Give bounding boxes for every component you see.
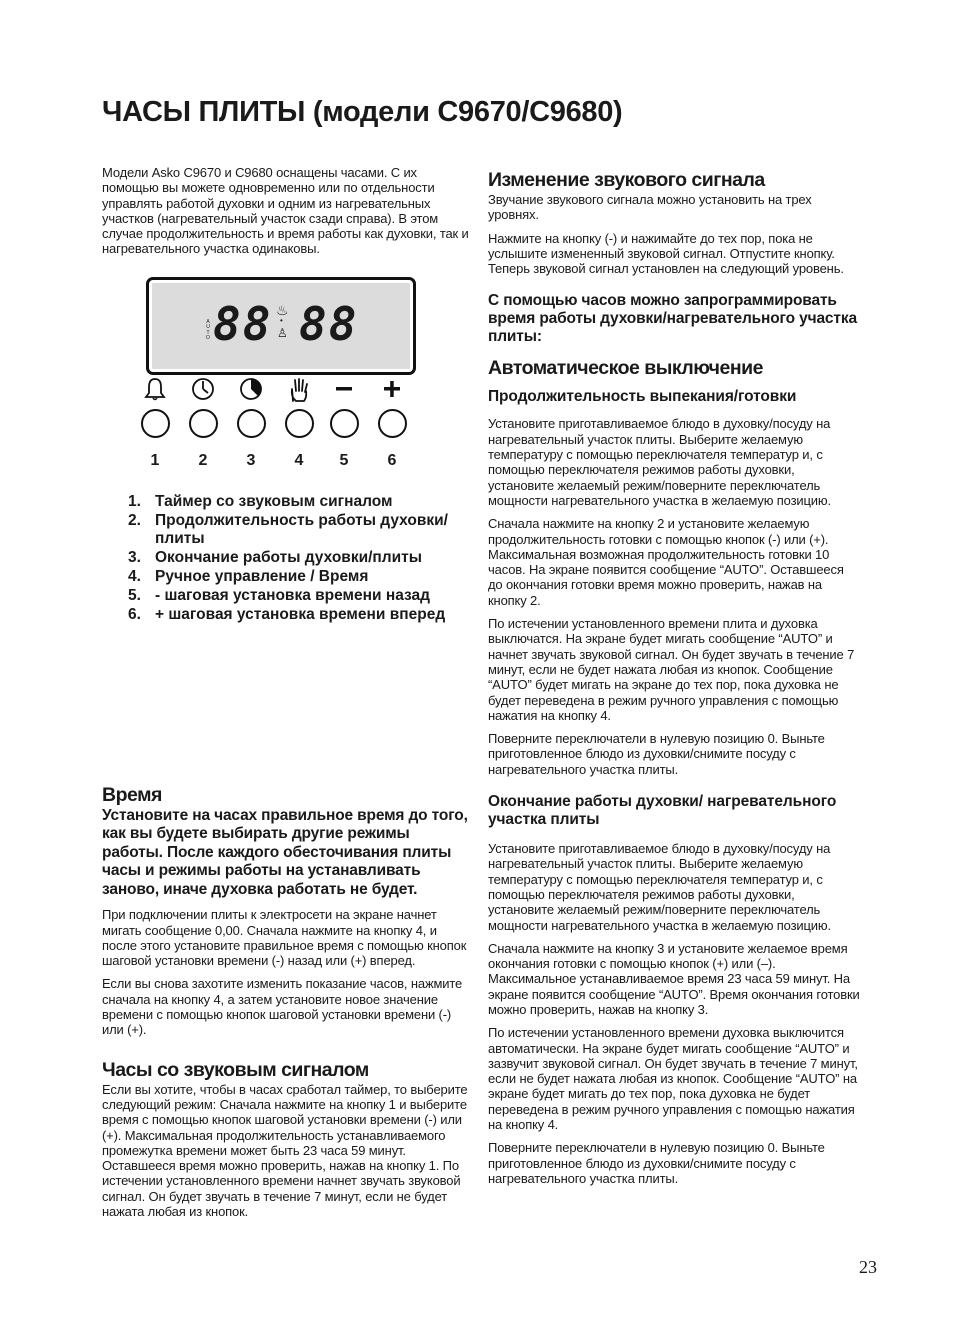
button-legend (128, 493, 478, 625)
duration-heading: Продолжительность выпекания/готовки (488, 388, 797, 406)
button-4-number: 4 (294, 451, 304, 469)
end-text-1: Установите приготавливаемое блюдо в духовку/посуду на нагревательный участок плиты. Выберите желаемую температуру с помощью переключателя температур и, с помощью переключателя режимов работы духовки, установите желаемый режим/поверните переключатель мощности нагревательного участка в желаемую позицию. (488, 841, 831, 933)
button-5-number: 5 (339, 451, 349, 469)
button-3-circle[interactable] (237, 409, 266, 438)
button-4-circle[interactable] (285, 409, 314, 438)
display-hours: 88 (213, 296, 273, 351)
auto-indicator: AUTO (206, 318, 210, 342)
button-5-circle[interactable] (330, 409, 359, 438)
end-text-3: По истечении установленного времени духовка выключится автоматически. На экране будет мигать сообщение “AUTO” и зазвучит звуковой сигнал. Он будет звучать в течение 7 минут, если не будет нажата любая из кнопок. Сообщение “AUTO” на экране будет мигать до тех пор, пока духовка не будет переведена в режим ручного управления с помощью нажатия на кнопку 4. (488, 1025, 858, 1133)
button-3[interactable] (227, 377, 275, 470)
intro-text: Модели Asko C9670 и C9680 оснащены часами. С их помощью вы можете одновременно или по отдельности управлять работой духовки и одним из нагревательных участков (нагревательный участок сзади справа). В этом случае продолжительность и время работы как духовки, так и нагревательного участка одинаковы. (102, 165, 469, 257)
time-section (102, 783, 474, 1038)
display-minutes: 88 (299, 296, 359, 351)
button-2[interactable] (179, 377, 227, 470)
button-2-circle[interactable] (189, 409, 218, 438)
oven-heat-icon: ♨ (276, 301, 289, 318)
button-1-circle[interactable] (141, 409, 170, 438)
legend-item: 5. - шаговая установка времени назад (128, 586, 430, 604)
legend-item: 1. Таймер со звуковым сигналом (128, 492, 393, 510)
duration-text-1: Установите приготавливаемое блюдо в духовку/посуду на нагревательный участок плиты. Выберите желаемую температуру с помощью переключателя температур и, с помощью переключателя режимов работы духовки, установите желаемый режим/поверните переключатель мощности нагревательного участка в желаемую позицию. (488, 416, 831, 508)
clock-control-panel (128, 277, 466, 623)
hand-icon (275, 377, 323, 403)
auto-off-heading: Автоматическое выключение (488, 357, 763, 380)
button-4[interactable] (275, 377, 323, 470)
time-text-1: При подключении плиты к электросети на экране начнет мигать сообщение 0,00. Сначала нажмите на кнопку 4, и после этого установите правильное время с помощью кнопок шаговой установки времени (-) назад или (+) вперед. (102, 907, 467, 969)
page-number: 23 (859, 1257, 877, 1277)
bell-icon (131, 377, 179, 403)
program-lead: С помощью часов можно запрограммировать время работы духовки/нагревательного участка плиты: (488, 292, 857, 346)
clock-end-icon (227, 377, 275, 403)
sound-text-2: Нажмите на кнопку (-) и нажимайте до тех пор, пока не услышите измененный звуковой сигнал. Отпустите кнопку. Теперь звуковой сигнал установлен на следующий уровень. (488, 230, 844, 277)
button-6-number: 6 (387, 451, 397, 469)
button-row (146, 377, 446, 477)
minus-icon (320, 377, 368, 403)
alarm-heading: Часы со звуковым сигналом (102, 1058, 369, 1081)
alarm-section (102, 1058, 474, 1220)
button-3-number: 3 (246, 451, 256, 469)
time-lead: Установите на часах правильное время до того, как вы будете выбирать другие режимы работы. После каждого обесточивания плиты часы и режимы работы на устанавливать заново, иначе духовка работать не будет. (102, 806, 468, 898)
button-2-number: 2 (198, 451, 208, 469)
bell-indicator-icon: ♙ (277, 325, 288, 340)
end-heading: Окончание работы духовки/ нагревательного участка плиты (488, 793, 837, 829)
button-6-circle[interactable] (378, 409, 407, 438)
time-heading: Время (102, 783, 162, 806)
button-1-number: 1 (150, 451, 160, 469)
colon-dot-icon: • (280, 315, 283, 325)
duration-text-2: Сначала нажмите на кнопку 2 и установите желаемую продолжительность готовки с помощью кнопок (-) или (+). Максимальная возможная продолжительность готовки 10 часов. На экране появится сообщение “AUTO”. Оставшееся до окончания готовки время можно проверить, нажав на кнопку 2. (488, 516, 844, 608)
legend-item: 4. Ручное управление / Время (128, 567, 369, 585)
button-1[interactable] (131, 377, 179, 470)
left-column (102, 165, 474, 1219)
end-text-2: Сначала нажмите на кнопку 3 и установите желаемое время окончания готовки с помощью кнопок (+) или (–). Максимальное устанавливаемое время 23 часа 59 минут. На экране появится сообщение “AUTO”. Время окончания готовки можно проверить, нажав на кнопку 3. (488, 940, 860, 1017)
lcd-display (146, 277, 416, 375)
page-title: ЧАСЫ ПЛИТЫ (модели C9670/C9680) (102, 96, 623, 128)
alarm-text: Если вы хотите, чтобы в часах сработал таймер, то выберите следующий режим: Сначала нажмите на кнопку 1 и выберите время с помощью кнопок шаговой установки времени (-) или (+). Максимальная продолжительность устанавливаемого промежутка времени может быть 23 часа 59 минут. Оставшееся время можно проверить, нажав на кнопку 1. По истечении установленного времени начнет звучать звуковой сигнал. Он будет звучать в течение 7 минут, если не будет нажата любая из кнопок. (102, 1081, 468, 1220)
legend-item: 6. + шаговая установка времени вперед (128, 605, 446, 623)
legend-item: 2. Продолжительность работы духовки/плиты (128, 511, 448, 548)
button-6[interactable] (368, 377, 416, 470)
end-text-4: Поверните переключатели в нулевую позицию 0. Выньте приготовленное блюдо из духовки/снимите посуду с нагревательного участка плиты. (488, 1140, 825, 1186)
legend-item: 3. Окончание работы духовки/плиты (128, 549, 422, 567)
sound-heading: Изменение звукового сигнала (488, 169, 765, 191)
sound-text-1: Звучание звукового сигнала можно установить на трех уровнях. (488, 192, 812, 223)
clock-icon (179, 377, 227, 403)
plus-icon (368, 377, 416, 403)
duration-text-3: По истечении установленного времени плита и духовка выключатся. На экране будет мигать сообщение “AUTO” и начнет звучать звуковой сигнал. Он будет звучать в течение 7 минут, если не будет нажата любая из кнопок. Сообщение “AUTO” будет мигать на экране до тех пор, пока духовка не будет переведена в режим ручного управления с помощью нажатия на кнопку 4. (488, 616, 855, 723)
time-text-2: Если вы снова захотите изменить показание часов, нажмите сначала на кнопку 4, а затем установите новое значение времени с помощью кнопок шаговой установки времени (-) или (+). (102, 976, 463, 1038)
duration-text-4: Поверните переключатели в нулевую позицию 0. Выньте приготовленное блюдо из духовки/снимите посуду с нагревательного участка плиты. (488, 731, 825, 777)
button-5[interactable] (320, 377, 368, 470)
right-column (488, 168, 860, 1186)
